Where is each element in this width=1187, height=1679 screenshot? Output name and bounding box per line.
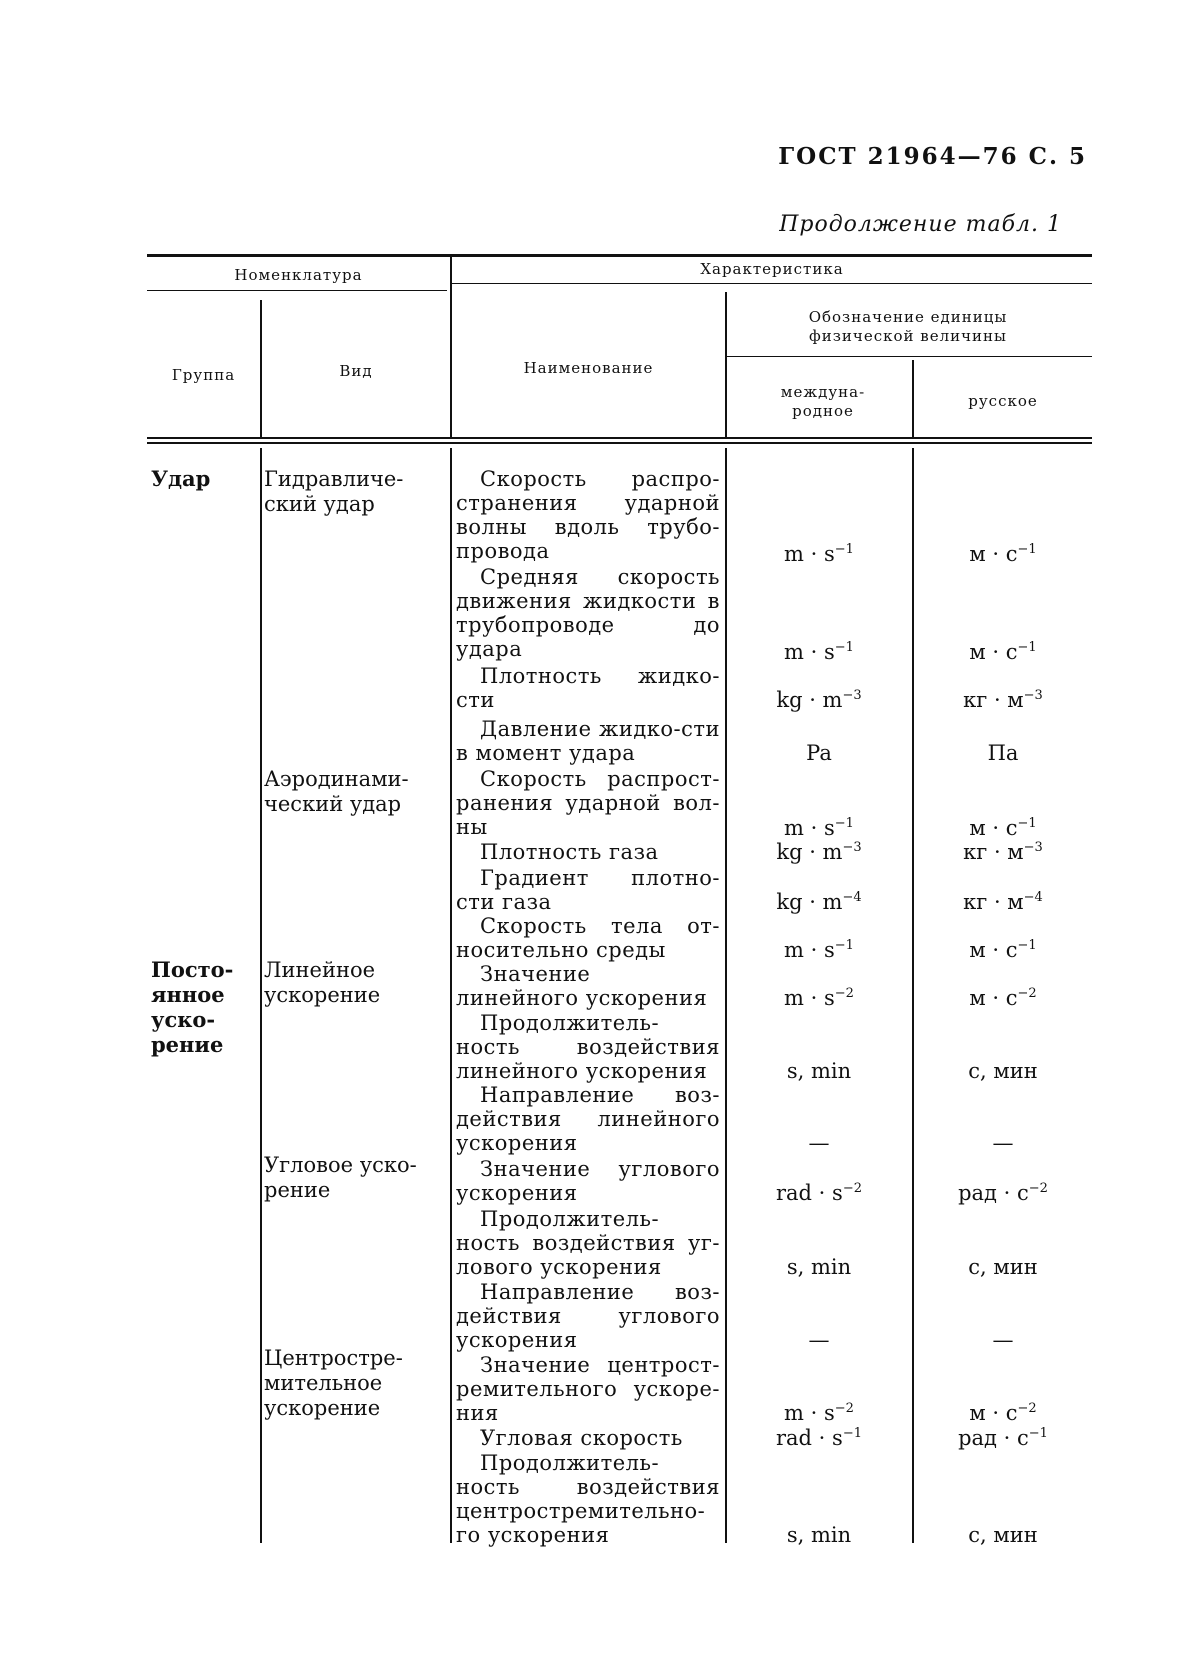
unit-international: — xyxy=(808,1328,830,1352)
header-group: Группа xyxy=(171,366,236,384)
unit-international: rad · $s^{-2}$ xyxy=(776,1181,862,1205)
unit-exponent: −2 xyxy=(1017,1401,1037,1416)
unit-russian: кг · $м^{-3}$ xyxy=(963,840,1043,864)
quantity-name: Значение линейного ускорения xyxy=(456,962,708,1010)
quantity-name: Градиент плотно-сти газа xyxy=(456,866,720,914)
unit-exponent: −1 xyxy=(1017,938,1037,953)
quantity-name: Значение углового ускорения xyxy=(456,1157,720,1205)
kind-label: Гидравличе- ский удар xyxy=(264,467,404,516)
unit-international: $m \cdot s^{-2}$ xyxy=(784,1401,854,1425)
col-divider-name-int-body xyxy=(725,448,727,1543)
unit-international: — xyxy=(808,1131,830,1155)
unit-russian: рад · $с^{-2}$ xyxy=(958,1181,1048,1205)
kind-label: Угловое уско- рение xyxy=(264,1153,417,1202)
quantity-name: Скорость распро-странения ударной волны вдоль трубо-провода xyxy=(456,467,720,563)
quantity-name: Направление воз-действия линейного ускорения xyxy=(456,1083,720,1155)
header-kind: Вид xyxy=(339,362,373,380)
unit-exponent: −1 xyxy=(834,816,854,831)
header-nomenclature: Номенклатура xyxy=(234,266,363,284)
nomenclature-rule xyxy=(147,290,447,291)
unit-international: $m \cdot s^{-2}$ xyxy=(784,986,854,1010)
kind-label: Центростре- мительное ускорение xyxy=(264,1346,403,1420)
quantity-name: Средняя скорость движения жидкости в трубопроводе до удара xyxy=(456,565,720,661)
quantity-name: Продолжитель-ность воздействия линейного ускорения xyxy=(456,1011,720,1083)
unit-international: s, min xyxy=(786,1523,852,1547)
unit-international: $m \cdot s^{-1}$ xyxy=(784,816,854,840)
header-russian: русское xyxy=(968,392,1038,410)
header-international: междуна-родное xyxy=(780,383,866,420)
unit-exponent: −2 xyxy=(1017,986,1037,1001)
quantity-name: Плотность газа xyxy=(480,840,659,864)
unit-international: kg · $m^{-4}$ xyxy=(776,890,862,914)
unit-exponent: −3 xyxy=(1023,840,1043,855)
quantity-name: Скорость тела от-носительно среды xyxy=(456,914,720,962)
col-divider-kind-name-head xyxy=(450,256,452,437)
col-divider-kind-name-body xyxy=(450,448,452,1543)
unit-international: Pa xyxy=(806,741,832,765)
header-characteristic: Характеристика xyxy=(700,260,844,278)
kind-label: Аэродинами- ческий удар xyxy=(264,767,409,816)
unit-russian: $м \cdot с^{-2}$ xyxy=(969,986,1037,1010)
unit-exponent: −1 xyxy=(842,1426,862,1441)
unit-exponent: −3 xyxy=(1023,688,1043,703)
header-unit-designation: Обозначение единицы физической величины xyxy=(808,308,1008,345)
quantity-name: Значение центрост-ремительного ускоре-ния xyxy=(456,1353,720,1425)
unit-russian: с, мин xyxy=(968,1523,1038,1547)
unit-exponent: −2 xyxy=(842,1181,862,1196)
unit-russian: с, мин xyxy=(968,1255,1038,1279)
unit-international: s, min xyxy=(786,1255,852,1279)
quantity-name: Плотность жидко-сти xyxy=(456,664,720,712)
kind-label: Линейное ускорение xyxy=(264,958,381,1007)
unit-exponent: −1 xyxy=(834,938,854,953)
unit-international: kg · $m^{-3}$ xyxy=(776,688,862,712)
unit-russian: с, мин xyxy=(968,1059,1038,1083)
unit-russian: кг · $м^{-4}$ xyxy=(963,890,1043,914)
group-label: Посто- янное уско- рение xyxy=(151,957,234,1057)
col-divider-group-kind-body xyxy=(260,448,262,1543)
unit-russian: — xyxy=(992,1131,1014,1155)
page-header: ГОСТ 21964—76 С. 5 xyxy=(778,143,1087,170)
quantity-name: Продолжитель-ность воздействия уг-лового ускорения xyxy=(456,1207,720,1279)
unit-international: rad · $s^{-1}$ xyxy=(776,1426,862,1450)
unit-exponent: −3 xyxy=(842,840,862,855)
unit-russian: Па xyxy=(987,741,1019,765)
quantity-name: Направление воз-действия углового ускорения xyxy=(456,1280,720,1352)
unit-designation-rule xyxy=(726,356,1092,357)
unit-international: kg · $m^{-3}$ xyxy=(776,840,862,864)
unit-russian: — xyxy=(992,1328,1014,1352)
unit-exponent: −1 xyxy=(1017,816,1037,831)
unit-exponent: −4 xyxy=(842,890,862,905)
unit-exponent: −1 xyxy=(1028,1426,1048,1441)
quantity-name: Давление жидко-сти в момент удара xyxy=(456,717,720,765)
characteristic-rule xyxy=(450,283,1092,284)
header-bottom-rule-2 xyxy=(147,442,1092,444)
unit-exponent: −1 xyxy=(834,542,854,557)
table-top-rule xyxy=(147,254,1092,257)
unit-international: $m \cdot s^{-1}$ xyxy=(784,938,854,962)
unit-exponent: −2 xyxy=(1028,1181,1048,1196)
header-name: Наименование xyxy=(523,359,654,377)
unit-exponent: −1 xyxy=(1017,640,1037,655)
unit-russian: рад · $с^{-1}$ xyxy=(958,1426,1048,1450)
group-label: Удар xyxy=(151,466,211,491)
unit-russian: $м \cdot с^{-1}$ xyxy=(969,816,1037,840)
unit-international: s, min xyxy=(786,1059,852,1083)
unit-russian: $м \cdot с^{-2}$ xyxy=(969,1401,1037,1425)
quantity-name: Скорость распрост-ранения ударной вол-ны xyxy=(456,767,720,839)
unit-russian: кг · $м^{-3}$ xyxy=(963,688,1043,712)
col-divider-name-int-head xyxy=(725,292,727,437)
unit-exponent: −1 xyxy=(834,640,854,655)
unit-exponent: −3 xyxy=(842,688,862,703)
unit-exponent: −2 xyxy=(834,986,854,1001)
unit-international: $m \cdot s^{-1}$ xyxy=(784,640,854,664)
quantity-name: Продолжитель-ность воздействия центростремительно-го ускорения xyxy=(456,1451,720,1547)
unit-russian: $м \cdot с^{-1}$ xyxy=(969,640,1037,664)
unit-russian: $м \cdot с^{-1}$ xyxy=(969,542,1037,566)
quantity-name: Угловая скорость xyxy=(480,1426,683,1450)
unit-international: $m \cdot s^{-1}$ xyxy=(784,542,854,566)
table-continuation-label: Продолжение табл. 1 xyxy=(779,212,1062,237)
unit-exponent: −4 xyxy=(1023,890,1043,905)
unit-russian: $м \cdot с^{-1}$ xyxy=(969,938,1037,962)
unit-exponent: −1 xyxy=(1017,542,1037,557)
unit-exponent: −2 xyxy=(834,1401,854,1416)
header-bottom-rule-1 xyxy=(147,437,1092,439)
